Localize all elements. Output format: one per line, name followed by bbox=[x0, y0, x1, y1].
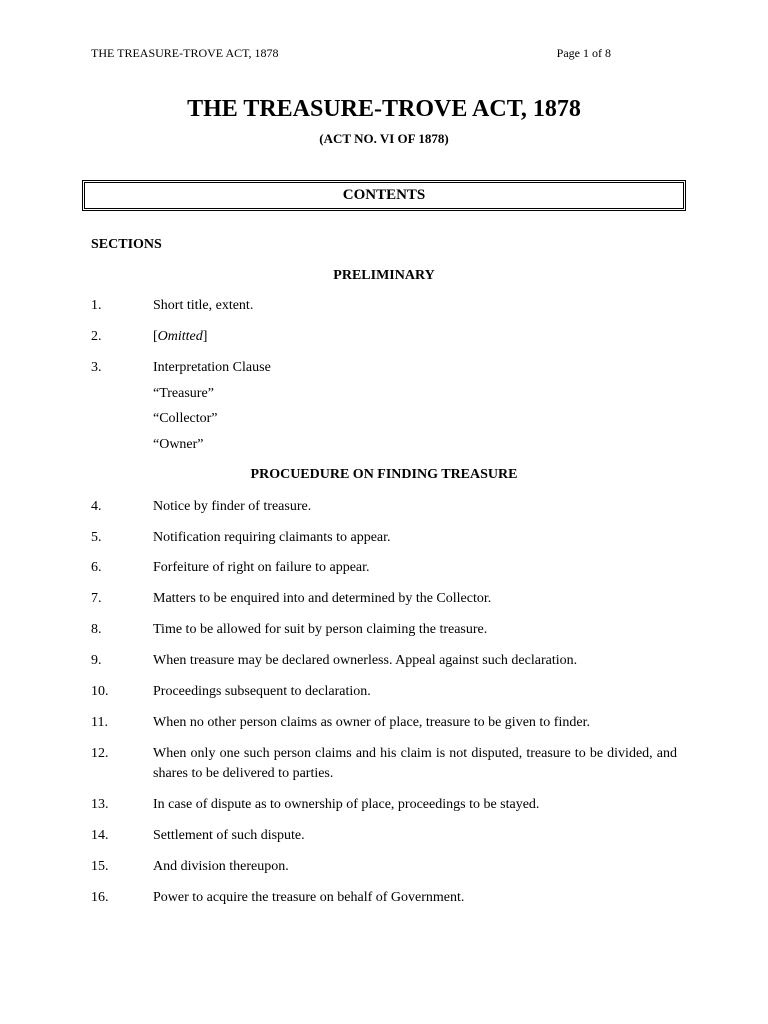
section-number: 15. bbox=[91, 859, 109, 874]
section-item-16 bbox=[91, 888, 677, 908]
section-number: 2. bbox=[91, 329, 102, 344]
section-title: Time to be allowed for suit by person claiming the treasure. bbox=[153, 622, 488, 637]
page-header bbox=[91, 45, 611, 61]
omitted-text: Omitted bbox=[157, 329, 203, 344]
section-item-2 bbox=[91, 327, 677, 347]
bracket-open: [ bbox=[153, 329, 158, 344]
section-number: 12. bbox=[91, 746, 109, 761]
heading-procedure: PROCUEDURE ON FINDING TREASURE bbox=[250, 467, 518, 482]
section-title: Settlement of such dispute. bbox=[153, 828, 305, 843]
section-number: 6. bbox=[91, 560, 102, 575]
section-title: When no other person claims as owner of place, treasure to be given to finder. bbox=[153, 715, 590, 730]
section-number: 1. bbox=[91, 298, 102, 313]
definition-owner: “Owner” bbox=[153, 437, 204, 452]
section-title: Matters to be enquired into and determined by the Collector. bbox=[153, 591, 492, 606]
section-number: 11. bbox=[91, 715, 108, 730]
document-title: THE TREASURE-TROVE ACT, 1878 bbox=[187, 96, 581, 122]
section-item-14 bbox=[91, 826, 677, 846]
section-title: Forfeiture of right on failure to appear. bbox=[153, 560, 370, 575]
heading-preliminary: PRELIMINARY bbox=[333, 268, 435, 283]
section-number: 5. bbox=[91, 530, 102, 545]
section-title: Short title, extent. bbox=[153, 298, 254, 313]
section-item-8 bbox=[91, 620, 677, 640]
bracket-close: ] bbox=[202, 329, 208, 344]
contents-label: CONTENTS bbox=[342, 187, 426, 203]
section-item-7 bbox=[91, 589, 677, 609]
section-item-9 bbox=[91, 651, 677, 671]
section-title: Notice by finder of treasure. bbox=[153, 499, 312, 514]
section-item-6 bbox=[91, 558, 677, 578]
section-title bbox=[153, 327, 677, 347]
section-item-12 bbox=[91, 744, 677, 784]
section-title: When treasure may be declared ownerless. Appeal against such declaration. bbox=[153, 653, 578, 668]
section-item-15 bbox=[91, 857, 677, 877]
page-number: Page 1 of 8 bbox=[556, 46, 611, 60]
section-title: Interpretation Clause bbox=[153, 360, 271, 375]
section-number: 8. bbox=[91, 622, 102, 637]
section-item-3 bbox=[91, 358, 677, 378]
section-title: Proceedings subsequent to declaration. bbox=[153, 684, 371, 699]
section-item-11 bbox=[91, 713, 677, 733]
section-title: Power to acquire the treasure on behalf of Government. bbox=[153, 890, 465, 905]
section-item-1 bbox=[91, 296, 677, 316]
section-title: And division thereupon. bbox=[153, 859, 289, 874]
section-number: 9. bbox=[91, 653, 102, 668]
section-item-5 bbox=[91, 528, 677, 548]
section-item-13 bbox=[91, 795, 677, 815]
document-subtitle: (ACT NO. VI OF 1878) bbox=[319, 131, 449, 146]
header-title: THE TREASURE-TROVE ACT, 1878 bbox=[91, 46, 279, 60]
section-item-10 bbox=[91, 682, 677, 702]
section-item-4 bbox=[91, 497, 677, 517]
definition-treasure: “Treasure” bbox=[153, 386, 214, 401]
section-title: Notification requiring claimants to appear. bbox=[153, 530, 391, 545]
section-number: 10. bbox=[91, 684, 109, 699]
section-number: 7. bbox=[91, 591, 102, 606]
section-number: 16. bbox=[91, 890, 109, 905]
definition-collector: “Collector” bbox=[153, 411, 218, 426]
section-number: 14. bbox=[91, 828, 109, 843]
section-number: 3. bbox=[91, 360, 102, 375]
section-number: 13. bbox=[91, 797, 109, 812]
contents-heading-box bbox=[82, 180, 686, 211]
section-title: In case of dispute as to ownership of place, proceedings to be stayed. bbox=[153, 797, 540, 812]
sections-label: SECTIONS bbox=[91, 237, 162, 252]
section-number: 4. bbox=[91, 499, 102, 514]
section-title: When only one such person claims and his claim is not disputed, treasure to be divided, and shares to be delivered to parties. bbox=[153, 746, 677, 781]
